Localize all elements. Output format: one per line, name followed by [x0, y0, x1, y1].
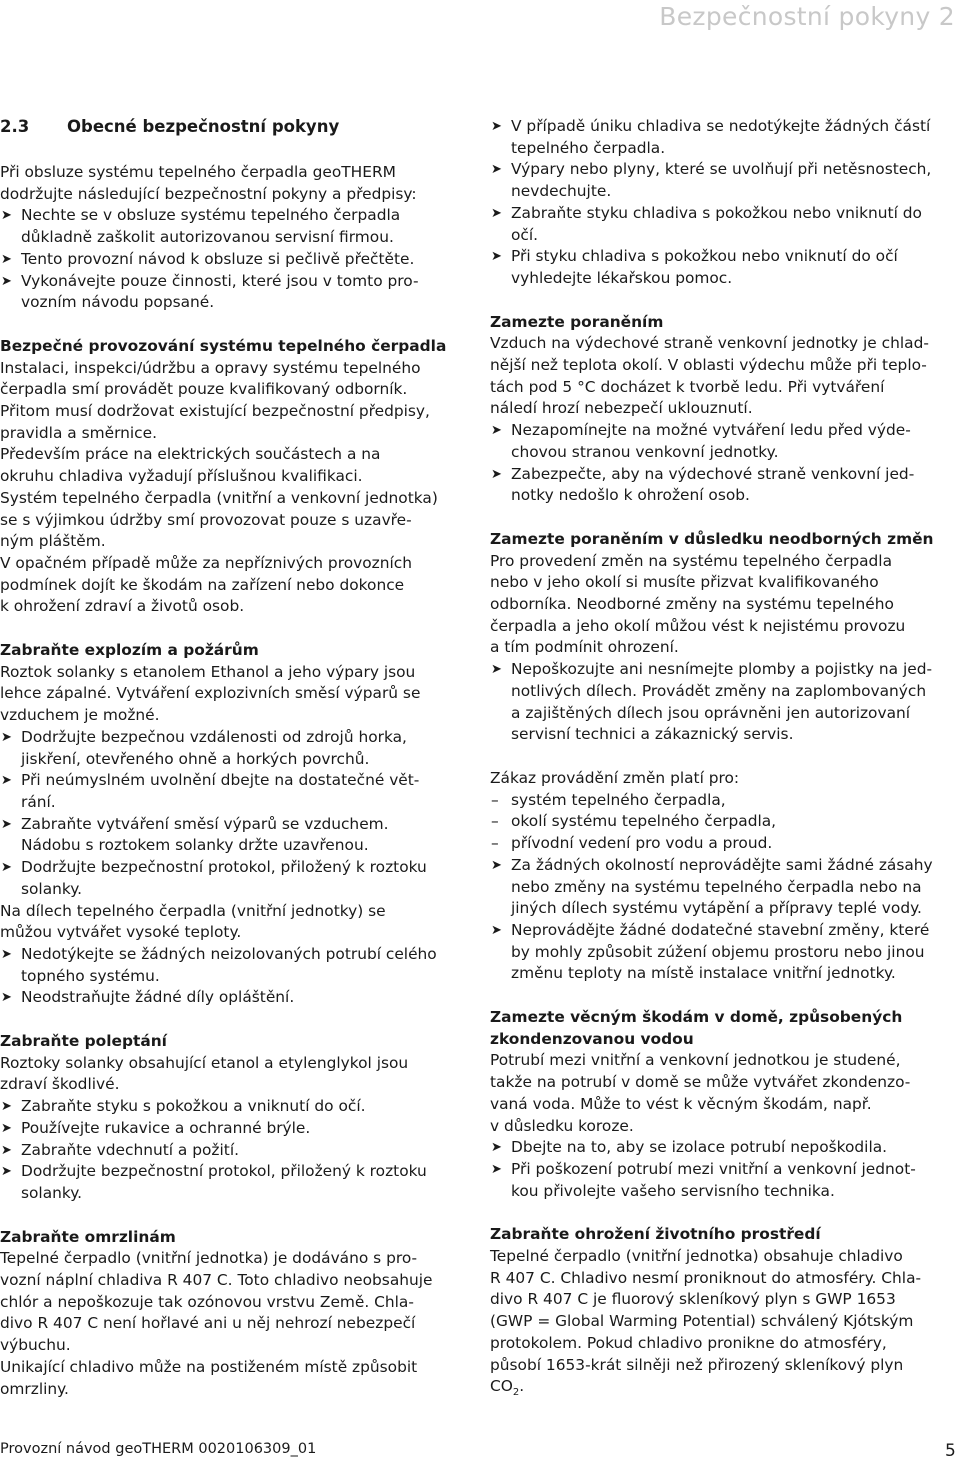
triangle-bullet-icon: ➤ — [1, 1164, 12, 1180]
list-item-line: přívodní vedení pro vodu a proud. — [511, 834, 773, 853]
text-line: podmínek dojít ke škodám na zařízení nebo dokonce — [0, 575, 405, 594]
text-line: čerpadla smí provádět pouze kvalifikovaný odborník. — [0, 380, 408, 399]
section-heading: Zabraňte omrzlinám — [0, 1227, 176, 1246]
text-line: pravidla a směrnice. — [0, 423, 157, 442]
list-item-line: okolí systému tepelného čerpadla, — [511, 812, 777, 831]
section-heading: Zabraňte explozím a požárům — [0, 641, 259, 660]
triangle-bullet-icon: ➤ — [1, 251, 12, 267]
triangle-bullet-icon: ➤ — [491, 249, 502, 265]
bullet-list-item — [490, 246, 960, 289]
text-line: Vzduch na výdechové straně venkovní jednotky je chlad- — [490, 334, 929, 353]
list-item-line: jiných dílech systému vytápění a přípravy teplé vody. — [511, 899, 922, 918]
list-item-line: notlivých dílech. Provádět změny na zaplombovaných — [511, 681, 927, 700]
list-item-line: by mohly způsobit zúžení objemu prostoru nebo jinou — [511, 942, 925, 961]
triangle-bullet-icon: ➤ — [1, 946, 12, 962]
text-line: Roztoky solanky obsahující etanol a etylenglykol jsou — [0, 1053, 409, 1072]
co2-end: . — [519, 1377, 525, 1396]
list-item-line: Dodržujte bezpečnou vzdálenosti od zdrojů horka, — [21, 727, 407, 746]
text-line: zdraví škodlivé. — [0, 1075, 120, 1094]
bullet-list-item — [0, 727, 466, 770]
list-item-line: Nezapomínejte na možné vytváření ledu před výde- — [511, 421, 911, 440]
list-item-line: Používejte rukavice a ochranné brýle. — [21, 1118, 311, 1137]
spacer — [490, 746, 960, 768]
triangle-bullet-icon: ➤ — [1, 816, 12, 832]
text-line: náledí hrozí nebezpečí uklouznutí. — [490, 399, 753, 418]
text-line: Na dílech tepelného čerpadla (vnitřní jednotky) se — [0, 901, 386, 920]
triangle-bullet-icon: ➤ — [1, 273, 12, 289]
section-heading: Bezpečné provozování systému tepelného čerpadla — [0, 336, 447, 355]
dash-list-item — [490, 811, 960, 833]
list-item-line: vyhledejte lékařskou pomoc. — [511, 268, 733, 287]
text-line: takže na potrubí v domě se může vytvářet zkondenzo- — [490, 1073, 911, 1092]
text-line: Systém tepelného čerpadla (vnitřní a venkovní jednotka) — [0, 488, 438, 507]
section-heading: Zamezte poraněním v důsledku neodborných změn — [490, 529, 934, 548]
triangle-bullet-icon: ➤ — [1, 1120, 12, 1136]
list-item-line: Dbejte na to, aby se izolace potrubí nepoškodila. — [511, 1138, 888, 1157]
bullet-list-item — [490, 1159, 960, 1202]
section-heading: Zabraňte poleptání — [0, 1032, 167, 1051]
text-line: Především práce na elektrických součástech a na — [0, 445, 381, 464]
dash-marker: – — [491, 812, 499, 831]
dash-marker: – — [491, 790, 499, 809]
triangle-bullet-icon: ➤ — [491, 922, 502, 938]
triangle-bullet-icon: ➤ — [491, 162, 502, 178]
text-line: Pro provedení změn na systému tepelného čerpadla — [490, 551, 893, 570]
list-item-line: Nádobu s roztokem solanky držte uzavřenou. — [21, 836, 369, 855]
list-item-line: chovou stranou venkovní jednotky. — [511, 442, 779, 461]
bullet-list-item — [490, 203, 960, 246]
list-item-line: Nepoškozujte ani nesnímejte plomby a pojistky na jed- — [511, 660, 933, 679]
list-item-line: Dodržujte bezpečnostní protokol, přiložený k roztoku — [21, 858, 427, 877]
list-item-line: nevdechujte. — [511, 182, 612, 201]
list-item-line: Při neúmyslném uvolnění dbejte na dostatečné vět- — [21, 771, 420, 790]
text-line: vozní náplní chladiva R 407 C. Toto chladivo neobsahuje — [0, 1271, 433, 1290]
text-line: Instalaci, inspekci/údržbu a opravy systému tepelného — [0, 358, 421, 377]
bullet-list-item — [490, 855, 960, 920]
list-item-line: Dodržujte bezpečnostní protokol, přiložený k roztoku — [21, 1162, 427, 1181]
section-heading: zkondenzovanou vodou — [490, 1029, 694, 1048]
section-heading: Zamezte věcným škodám v domě, způsobených — [490, 1008, 903, 1027]
triangle-bullet-icon: ➤ — [491, 857, 502, 873]
section-heading: Zamezte poraněním — [490, 312, 664, 331]
list-item-line: Nechte se v obsluze systému tepelného čerpadla — [21, 206, 401, 225]
text-line: můžou vytvářet vysoké teploty. — [0, 923, 242, 942]
text-line: omrzliny. — [0, 1379, 69, 1398]
bullet-list-item — [490, 420, 960, 463]
triangle-bullet-icon: ➤ — [1, 860, 12, 876]
list-item-line: Neprovádějte žádné dodatečné stavební změny, které — [511, 920, 930, 939]
text-line: Tepelné čerpadlo (vnitřní jednotka) obsahuje chladivo — [490, 1247, 903, 1266]
dash-list-item — [490, 790, 960, 812]
text-line: Tepelné čerpadlo (vnitřní jednotka) je dodáváno s pro- — [0, 1249, 418, 1268]
text-line: odborníka. Neodborné změny na systému tepelného — [490, 595, 894, 614]
text-line: divo R 407 C je fluorový skleníkový plyn s GWP 1653 — [490, 1290, 896, 1309]
triangle-bullet-icon: ➤ — [1, 773, 12, 789]
text-line: V opačném případě může za nepříznivých provozních — [0, 553, 412, 572]
bullet-list-item — [490, 464, 960, 507]
list-item-line: Zabraňte styku chladiva s pokožkou nebo vniknutí do — [511, 203, 922, 222]
text-line: k ohrožení zdraví a životů osob. — [0, 597, 245, 616]
bullet-list-item — [490, 920, 960, 985]
list-item-line: tepelného čerpadla. — [511, 138, 666, 157]
bullet-list-item — [0, 857, 466, 900]
list-item-line: Zabraňte vdechnutí a požití. — [21, 1140, 239, 1159]
text-line: chlór a nepoškozuje tak ozónovou vrstvu Země. Chla- — [0, 1292, 414, 1311]
text-line: R 407 C. Chladivo nesmí proniknout do atmosféry. Chla- — [490, 1268, 922, 1287]
list-item-line: Zabraňte styku s pokožkou a vniknutí do očí. — [21, 1097, 366, 1116]
right-column — [490, 116, 960, 1404]
prohibition-intro: Zákaz provádění změn platí pro: — [490, 768, 740, 787]
section-number: 2.3 — [0, 117, 30, 136]
list-item-line: očí. — [511, 225, 539, 244]
text-line: působí 1653-krát silněji než přirozený skleníkový plyn — [490, 1355, 904, 1374]
bullet-list-item — [0, 205, 466, 248]
bullet-list-item — [0, 944, 466, 987]
triangle-bullet-icon: ➤ — [491, 1161, 502, 1177]
list-item-line: Neodstraňujte žádné díly opláštění. — [21, 988, 295, 1007]
bullet-list-item — [0, 770, 466, 813]
triangle-bullet-icon: ➤ — [1, 1142, 12, 1158]
bullet-list-item — [0, 987, 466, 1009]
bullet-list-item — [0, 1140, 466, 1162]
triangle-bullet-icon: ➤ — [1, 1099, 12, 1115]
bullet-list-item — [0, 1118, 466, 1140]
triangle-bullet-icon: ➤ — [491, 119, 502, 134]
triangle-bullet-icon: ➤ — [1, 208, 12, 224]
bullet-list-item — [0, 249, 466, 271]
triangle-bullet-icon: ➤ — [491, 205, 502, 221]
list-item-line: a zajištěných dílech jsou oprávněni jen autorizovaní — [511, 703, 911, 722]
co2-subscript: 2 — [512, 1387, 520, 1399]
list-item-line: Při styku chladiva s pokožkou nebo vniknutí do očí — [511, 247, 898, 266]
dash-marker: – — [491, 834, 499, 853]
text-line: divo R 407 C není hořlavé ani u něj nehrozí nebezpečí — [0, 1314, 416, 1333]
section-heading: Zabraňte ohrožení životního prostředí — [490, 1225, 821, 1244]
left-column — [0, 116, 466, 1400]
triangle-bullet-icon: ➤ — [491, 1140, 502, 1156]
triangle-bullet-icon: ➤ — [491, 662, 502, 678]
text-line: nější než teplota okolí. V oblasti výdechu může při teplo- — [490, 356, 927, 375]
list-item-line: Tento provozní návod k obsluze si pečlivě přečtěte. — [21, 249, 415, 268]
intro-line: Při obsluze systému tepelného čerpadla geoTHERM — [0, 163, 396, 181]
text-line: Přitom musí dodržovat existující bezpečnostní předpisy, — [0, 402, 430, 421]
dash-list-item — [490, 833, 960, 855]
list-item-line: nebo změny na systému tepelného čerpadla nebo na — [511, 877, 922, 896]
text-line: čerpadla a jeho okolí můžou vést k nejistému provozu — [490, 616, 906, 635]
bullet-list-item — [0, 1096, 466, 1118]
bullet-list-item — [490, 116, 960, 159]
list-item-line: důkladně zaškolit autorizovanou servisní firmou. — [21, 228, 394, 247]
list-item-line: Za žádných okolností neprovádějte sami žádné zásahy — [511, 855, 933, 874]
list-item-line: topného systému. — [21, 966, 160, 985]
list-item-line: kou přivolejte vašeho servisního technika. — [511, 1181, 835, 1200]
text-line: Potrubí mezi vnitřní a venkovní jednotkou je studené, — [490, 1051, 901, 1070]
list-item-line: solanky. — [21, 879, 83, 898]
intro-line: dodržujte následující bezpečnostní pokyny a předpisy: — [0, 184, 417, 203]
list-item-line: servisní technici a zákaznický servis. — [511, 725, 794, 744]
list-item-line: Vykonávejte pouze činnosti, které jsou v tomto pro- — [21, 271, 419, 290]
text-line: (GWP = Global Warming Potential) schválený Kjótským — [490, 1312, 914, 1331]
triangle-bullet-icon: ➤ — [491, 466, 502, 482]
text-line: v důsledku koroze. — [490, 1116, 634, 1135]
bullet-list-item — [0, 814, 466, 857]
bullet-list-item — [0, 271, 466, 314]
text-line: výbuchu. — [0, 1336, 71, 1355]
bullet-list-item — [490, 159, 960, 202]
list-item-line: solanky. — [21, 1183, 83, 1202]
section-title — [0, 116, 466, 138]
list-item-line: Zabraňte vytváření směsí výparů se vzduchem. — [21, 814, 389, 833]
bullet-list-item — [490, 1137, 960, 1159]
text-line: lehce zápalné. Vytváření explozivních směsí výparů se — [0, 684, 421, 703]
list-item-line: systém tepelného čerpadla, — [511, 790, 726, 809]
text-line: Roztok solanky s etanolem Ethanol a jeho výpary jsou — [0, 662, 416, 681]
text-line: protokolem. Pokud chladivo pronikne do atmosféry, — [490, 1333, 887, 1352]
text-line: se s výjimkou údržby smí provozovat pouze s uzavře- — [0, 510, 412, 529]
list-item-line: změnu teploty na místě instalace vnitřní jednotky. — [511, 964, 896, 983]
text-line: ným pláštěm. — [0, 532, 106, 551]
list-item-line: Výpary nebo plyny, které se uvolňují při netěsnostech, — [511, 160, 932, 179]
text-line: vzduchem je možné. — [0, 706, 160, 725]
co2-base: CO — [490, 1377, 513, 1396]
list-item-line: Nedotýkejte se žádných neizolovaných potrubí celého — [21, 944, 437, 963]
list-item-line: Při poškození potrubí mezi vnitřní a venkovní jednot- — [511, 1159, 916, 1178]
triangle-bullet-icon: ➤ — [1, 990, 12, 1006]
text-line: nebo v jeho okolí si musíte přizvat kvalifikovaného — [490, 573, 879, 592]
list-item-line: jiskření, otevřeného ohně a horkých povrchů. — [21, 749, 370, 768]
page-number: 5 — [945, 1441, 956, 1461]
bullet-list-item — [490, 659, 960, 746]
triangle-bullet-icon: ➤ — [491, 423, 502, 439]
text-line: tách pod 5 °C docházet k tvorbě ledu. Při vytváření — [490, 377, 885, 396]
co2-line — [490, 1376, 960, 1404]
triangle-bullet-icon: ➤ — [1, 729, 12, 745]
text-line: Unikající chladivo může na postiženém místě způsobit — [0, 1357, 418, 1376]
page-header-title: Bezpečnostní pokyny 2 — [659, 2, 955, 31]
list-item-line: vozním návodu popsané. — [21, 293, 215, 312]
text-line: okruhu chladiva vyžadují příslušnou kvalifikaci. — [0, 467, 363, 486]
footer-doc-info: Provozní návod geoTHERM 0020106309_01 — [0, 1441, 317, 1457]
text-line: a tím podmínit ohrození. — [490, 638, 679, 657]
list-item-line: V případě úniku chladiva se nedotýkejte žádných částí — [511, 117, 931, 135]
list-item-line: rání. — [21, 792, 56, 811]
text-line: vaná voda. Může to vést k věcným škodám, např. — [490, 1094, 872, 1113]
section-title-text: Obecné bezpečnostní pokyny — [67, 117, 340, 136]
list-item-line: notky nedošlo k ohrožení osob. — [511, 486, 750, 505]
bullet-list-item — [0, 1161, 466, 1204]
list-item-line: Zabezpečte, aby na výdechové straně venkovní jed- — [511, 464, 915, 483]
